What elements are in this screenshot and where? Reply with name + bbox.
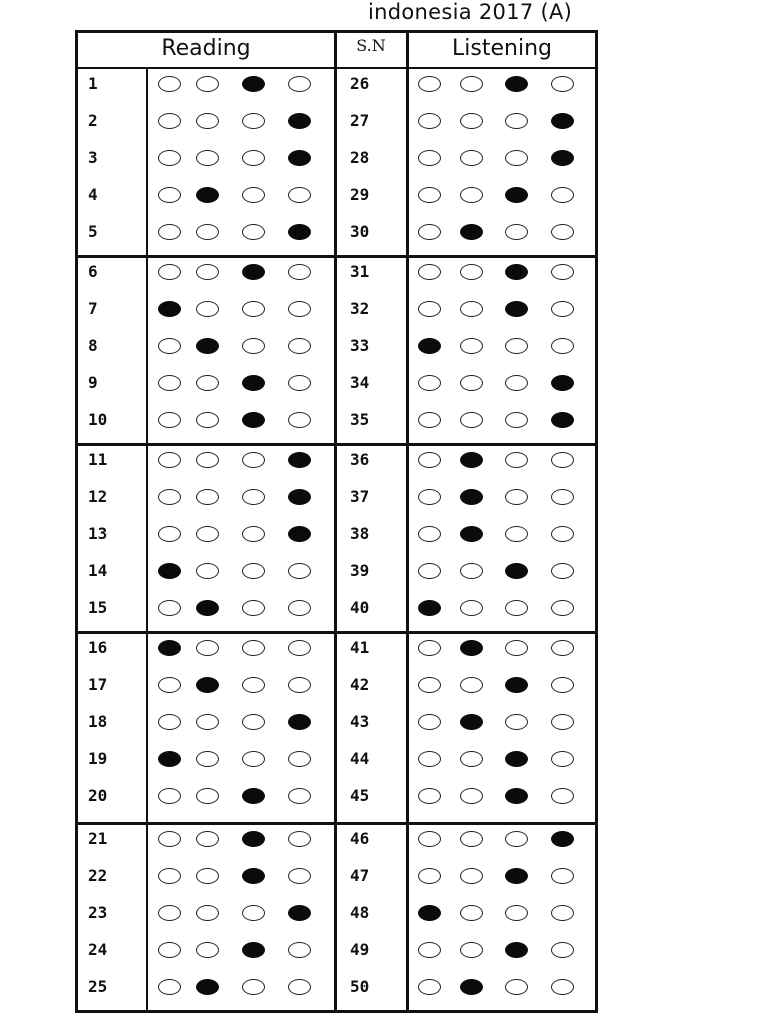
answer-bubble[interactable] <box>460 76 483 92</box>
answer-bubble[interactable] <box>505 640 528 656</box>
question-number: 43 <box>350 712 370 731</box>
answer-bubble[interactable] <box>418 412 441 428</box>
filled-answer-bubble[interactable] <box>288 113 311 129</box>
answer-bubble[interactable] <box>418 187 441 203</box>
answer-bubble[interactable] <box>418 489 441 505</box>
answer-bubble[interactable] <box>242 600 265 616</box>
question-number: 37 <box>350 487 370 506</box>
answer-bubble[interactable] <box>551 489 574 505</box>
document-title: indonesia 2017 (A) <box>368 0 573 24</box>
answer-bubble[interactable] <box>551 526 574 542</box>
answer-bubble[interactable] <box>288 264 311 280</box>
answer-bubble[interactable] <box>551 338 574 354</box>
question-number: 5 <box>88 222 98 241</box>
answer-bubble[interactable] <box>460 868 483 884</box>
answer-bubble[interactable] <box>158 905 181 921</box>
answer-bubble[interactable] <box>158 831 181 847</box>
question-number: 12 <box>88 487 108 506</box>
filled-answer-bubble[interactable] <box>505 187 528 203</box>
question-number: 48 <box>350 903 370 922</box>
answer-bubble[interactable] <box>551 76 574 92</box>
answer-bubble[interactable] <box>418 76 441 92</box>
answer-bubble[interactable] <box>158 187 181 203</box>
answer-bubble[interactable] <box>196 224 219 240</box>
answer-bubble[interactable] <box>288 640 311 656</box>
answer-bubble[interactable] <box>242 150 265 166</box>
listening-header: Listening <box>452 36 552 61</box>
question-number: 7 <box>88 299 98 318</box>
answer-bubble[interactable] <box>158 375 181 391</box>
answer-bubble[interactable] <box>460 600 483 616</box>
answer-bubble[interactable] <box>460 338 483 354</box>
answer-bubble[interactable] <box>158 113 181 129</box>
answer-bubble[interactable] <box>460 788 483 804</box>
answer-bubble[interactable] <box>551 868 574 884</box>
answer-bubble[interactable] <box>288 831 311 847</box>
answer-bubble[interactable] <box>551 301 574 317</box>
answer-bubble[interactable] <box>418 264 441 280</box>
answer-bubble[interactable] <box>505 150 528 166</box>
question-number: 28 <box>350 148 370 167</box>
answer-bubble[interactable] <box>288 600 311 616</box>
answer-bubble[interactable] <box>505 905 528 921</box>
filled-answer-bubble[interactable] <box>460 489 483 505</box>
filled-answer-bubble[interactable] <box>242 788 265 804</box>
question-number: 10 <box>88 410 108 429</box>
answer-bubble[interactable] <box>158 224 181 240</box>
question-number: 41 <box>350 638 370 657</box>
answer-bubble[interactable] <box>242 338 265 354</box>
answer-bubble[interactable] <box>242 563 265 579</box>
answer-bubble[interactable] <box>418 677 441 693</box>
answer-bubble[interactable] <box>158 942 181 958</box>
question-number: 16 <box>88 638 108 657</box>
answer-bubble[interactable] <box>418 526 441 542</box>
filled-answer-bubble[interactable] <box>505 788 528 804</box>
answer-bubble[interactable] <box>505 979 528 995</box>
answer-bubble[interactable] <box>158 979 181 995</box>
answer-bubble[interactable] <box>505 412 528 428</box>
answer-bubble[interactable] <box>551 264 574 280</box>
question-number: 39 <box>350 561 370 580</box>
filled-answer-bubble[interactable] <box>460 452 483 468</box>
filled-answer-bubble[interactable] <box>158 563 181 579</box>
answer-bubble[interactable] <box>288 375 311 391</box>
answer-bubble[interactable] <box>196 942 219 958</box>
answer-bubble[interactable] <box>460 751 483 767</box>
answer-bubble[interactable] <box>505 526 528 542</box>
filled-answer-bubble[interactable] <box>505 942 528 958</box>
filled-answer-bubble[interactable] <box>288 150 311 166</box>
question-number: 47 <box>350 866 370 885</box>
question-number: 13 <box>88 524 108 543</box>
answer-bubble[interactable] <box>158 526 181 542</box>
answer-bubble[interactable] <box>196 375 219 391</box>
filled-answer-bubble[interactable] <box>551 375 574 391</box>
answer-bubble[interactable] <box>418 831 441 847</box>
filled-answer-bubble[interactable] <box>505 264 528 280</box>
answer-bubble[interactable] <box>288 301 311 317</box>
question-number: 17 <box>88 675 108 694</box>
filled-answer-bubble[interactable] <box>242 868 265 884</box>
column-divider <box>406 30 409 1013</box>
answer-bubble[interactable] <box>505 338 528 354</box>
answer-bubble[interactable] <box>418 563 441 579</box>
answer-bubble[interactable] <box>158 788 181 804</box>
answer-bubble[interactable] <box>418 113 441 129</box>
answer-bubble[interactable] <box>242 677 265 693</box>
answer-bubble[interactable] <box>242 979 265 995</box>
filled-answer-bubble[interactable] <box>196 677 219 693</box>
filled-answer-bubble[interactable] <box>242 942 265 958</box>
filled-answer-bubble[interactable] <box>505 301 528 317</box>
answer-bubble[interactable] <box>460 677 483 693</box>
filled-answer-bubble[interactable] <box>288 489 311 505</box>
answer-bubble[interactable] <box>196 452 219 468</box>
answer-bubble[interactable] <box>158 714 181 730</box>
question-number: 35 <box>350 410 370 429</box>
filled-answer-bubble[interactable] <box>288 714 311 730</box>
answer-bubble[interactable] <box>505 831 528 847</box>
question-number: 8 <box>88 336 98 355</box>
answer-bubble[interactable] <box>505 489 528 505</box>
column-divider <box>334 30 337 1013</box>
question-number: 36 <box>350 450 370 469</box>
answer-bubble[interactable] <box>196 412 219 428</box>
answer-bubble[interactable] <box>158 338 181 354</box>
answer-bubble[interactable] <box>551 600 574 616</box>
answer-bubble[interactable] <box>418 452 441 468</box>
question-number: 45 <box>350 786 370 805</box>
filled-answer-bubble[interactable] <box>505 868 528 884</box>
answer-bubble[interactable] <box>460 412 483 428</box>
answer-bubble[interactable] <box>242 905 265 921</box>
answer-bubble[interactable] <box>418 640 441 656</box>
answer-bubble[interactable] <box>418 150 441 166</box>
answer-bubble[interactable] <box>196 526 219 542</box>
filled-answer-bubble[interactable] <box>551 412 574 428</box>
question-number: 18 <box>88 712 108 731</box>
question-number: 1 <box>88 74 98 93</box>
question-number: 24 <box>88 940 108 959</box>
answer-bubble[interactable] <box>551 187 574 203</box>
answer-bubble[interactable] <box>551 751 574 767</box>
question-number: 14 <box>88 561 108 580</box>
filled-answer-bubble[interactable] <box>242 76 265 92</box>
question-number: 46 <box>350 829 370 848</box>
filled-answer-bubble[interactable] <box>196 979 219 995</box>
answer-bubble[interactable] <box>242 640 265 656</box>
question-number: 20 <box>88 786 108 805</box>
answer-bubble[interactable] <box>288 677 311 693</box>
answer-bubble[interactable] <box>196 714 219 730</box>
question-number: 38 <box>350 524 370 543</box>
answer-bubble[interactable] <box>505 113 528 129</box>
question-number: 21 <box>88 829 108 848</box>
answer-bubble[interactable] <box>460 375 483 391</box>
filled-answer-bubble[interactable] <box>242 264 265 280</box>
filled-answer-bubble[interactable] <box>242 831 265 847</box>
answer-bubble[interactable] <box>242 452 265 468</box>
answer-bubble[interactable] <box>418 868 441 884</box>
answer-bubble[interactable] <box>460 831 483 847</box>
answer-bubble[interactable] <box>551 714 574 730</box>
answer-bubble[interactable] <box>418 788 441 804</box>
answer-bubble[interactable] <box>418 224 441 240</box>
answer-bubble[interactable] <box>196 868 219 884</box>
question-number: 31 <box>350 262 370 281</box>
answer-bubble[interactable] <box>196 751 219 767</box>
answer-bubble[interactable] <box>196 563 219 579</box>
answer-bubble[interactable] <box>288 868 311 884</box>
answer-bubble[interactable] <box>551 224 574 240</box>
answer-bubble[interactable] <box>196 150 219 166</box>
question-number: 23 <box>88 903 108 922</box>
answer-bubble[interactable] <box>242 751 265 767</box>
answer-bubble[interactable] <box>242 301 265 317</box>
answer-bubble[interactable] <box>288 751 311 767</box>
filled-answer-bubble[interactable] <box>460 526 483 542</box>
answer-bubble[interactable] <box>158 412 181 428</box>
answer-bubble[interactable] <box>288 942 311 958</box>
question-number: 27 <box>350 111 370 130</box>
answer-bubble[interactable] <box>242 526 265 542</box>
reading-header: Reading <box>161 36 251 61</box>
answer-bubble[interactable] <box>196 489 219 505</box>
answer-bubble[interactable] <box>551 677 574 693</box>
filled-answer-bubble[interactable] <box>288 905 311 921</box>
filled-answer-bubble[interactable] <box>158 640 181 656</box>
filled-answer-bubble[interactable] <box>288 224 311 240</box>
answer-bubble[interactable] <box>505 375 528 391</box>
question-number: 11 <box>88 450 108 469</box>
answer-bubble[interactable] <box>242 187 265 203</box>
question-number: 32 <box>350 299 370 318</box>
answer-bubble[interactable] <box>460 264 483 280</box>
answer-bubble[interactable] <box>551 942 574 958</box>
answer-bubble[interactable] <box>551 563 574 579</box>
filled-answer-bubble[interactable] <box>551 831 574 847</box>
answer-bubble[interactable] <box>418 942 441 958</box>
answer-bubble[interactable] <box>196 905 219 921</box>
question-number: 15 <box>88 598 108 617</box>
filled-answer-bubble[interactable] <box>505 563 528 579</box>
question-number: 29 <box>350 185 370 204</box>
filled-answer-bubble[interactable] <box>288 452 311 468</box>
answer-bubble[interactable] <box>288 563 311 579</box>
answer-bubble[interactable] <box>158 264 181 280</box>
filled-answer-bubble[interactable] <box>242 412 265 428</box>
question-number: 25 <box>88 977 108 996</box>
answer-bubble[interactable] <box>242 714 265 730</box>
filled-answer-bubble[interactable] <box>505 677 528 693</box>
answer-bubble[interactable] <box>460 563 483 579</box>
filled-answer-bubble[interactable] <box>418 600 441 616</box>
answer-bubble[interactable] <box>288 76 311 92</box>
answer-bubble[interactable] <box>158 76 181 92</box>
answer-bubble[interactable] <box>460 150 483 166</box>
answer-bubble[interactable] <box>196 264 219 280</box>
answer-bubble[interactable] <box>551 979 574 995</box>
question-number: 22 <box>88 866 108 885</box>
answer-bubble[interactable] <box>196 831 219 847</box>
answer-bubble[interactable] <box>418 714 441 730</box>
filled-answer-bubble[interactable] <box>196 187 219 203</box>
question-number: 50 <box>350 977 370 996</box>
question-number: 3 <box>88 148 98 167</box>
question-number: 42 <box>350 675 370 694</box>
answer-bubble[interactable] <box>505 224 528 240</box>
answer-bubble[interactable] <box>505 600 528 616</box>
question-number: 49 <box>350 940 370 959</box>
filled-answer-bubble[interactable] <box>505 751 528 767</box>
answer-bubble[interactable] <box>551 452 574 468</box>
answer-bubble[interactable] <box>505 452 528 468</box>
filled-answer-bubble[interactable] <box>460 979 483 995</box>
question-number: 34 <box>350 373 370 392</box>
filled-answer-bubble[interactable] <box>418 905 441 921</box>
answer-bubble[interactable] <box>288 788 311 804</box>
filled-answer-bubble[interactable] <box>196 338 219 354</box>
answer-bubble[interactable] <box>196 640 219 656</box>
question-number: 9 <box>88 373 98 392</box>
answer-bubble[interactable] <box>196 113 219 129</box>
column-divider <box>146 67 148 1013</box>
answer-bubble[interactable] <box>242 113 265 129</box>
answer-bubble[interactable] <box>288 412 311 428</box>
filled-answer-bubble[interactable] <box>460 640 483 656</box>
answer-bubble[interactable] <box>460 905 483 921</box>
answer-bubble[interactable] <box>418 375 441 391</box>
answer-bubble[interactable] <box>418 979 441 995</box>
filled-answer-bubble[interactable] <box>551 113 574 129</box>
answer-bubble[interactable] <box>460 301 483 317</box>
answer-bubble[interactable] <box>196 301 219 317</box>
answer-bubble[interactable] <box>460 187 483 203</box>
answer-bubble[interactable] <box>460 113 483 129</box>
answer-bubble[interactable] <box>158 868 181 884</box>
answer-bubble[interactable] <box>158 677 181 693</box>
answer-bubble[interactable] <box>158 452 181 468</box>
filled-answer-bubble[interactable] <box>418 338 441 354</box>
serial-number-header: S.N <box>356 36 386 55</box>
question-number: 44 <box>350 749 370 768</box>
answer-bubble[interactable] <box>196 788 219 804</box>
answer-bubble[interactable] <box>242 489 265 505</box>
answer-bubble[interactable] <box>551 905 574 921</box>
question-number: 33 <box>350 336 370 355</box>
question-number: 4 <box>88 185 98 204</box>
filled-answer-bubble[interactable] <box>505 76 528 92</box>
answer-bubble[interactable] <box>418 751 441 767</box>
question-number: 26 <box>350 74 370 93</box>
answer-bubble[interactable] <box>551 640 574 656</box>
question-number: 40 <box>350 598 370 617</box>
question-number: 19 <box>88 749 108 768</box>
filled-answer-bubble[interactable] <box>288 526 311 542</box>
answer-bubble[interactable] <box>551 788 574 804</box>
answer-bubble[interactable] <box>158 600 181 616</box>
answer-bubble[interactable] <box>288 338 311 354</box>
answer-bubble[interactable] <box>242 224 265 240</box>
question-number: 6 <box>88 262 98 281</box>
answer-bubble[interactable] <box>418 301 441 317</box>
answer-bubble[interactable] <box>505 714 528 730</box>
filled-answer-bubble[interactable] <box>158 751 181 767</box>
answer-bubble[interactable] <box>158 489 181 505</box>
filled-answer-bubble[interactable] <box>158 301 181 317</box>
filled-answer-bubble[interactable] <box>242 375 265 391</box>
answer-bubble[interactable] <box>460 942 483 958</box>
answer-bubble[interactable] <box>196 76 219 92</box>
question-number: 30 <box>350 222 370 241</box>
filled-answer-bubble[interactable] <box>460 224 483 240</box>
filled-answer-bubble[interactable] <box>551 150 574 166</box>
answer-bubble[interactable] <box>288 979 311 995</box>
filled-answer-bubble[interactable] <box>460 714 483 730</box>
answer-bubble[interactable] <box>158 150 181 166</box>
filled-answer-bubble[interactable] <box>196 600 219 616</box>
answer-bubble[interactable] <box>288 187 311 203</box>
question-number: 2 <box>88 111 98 130</box>
